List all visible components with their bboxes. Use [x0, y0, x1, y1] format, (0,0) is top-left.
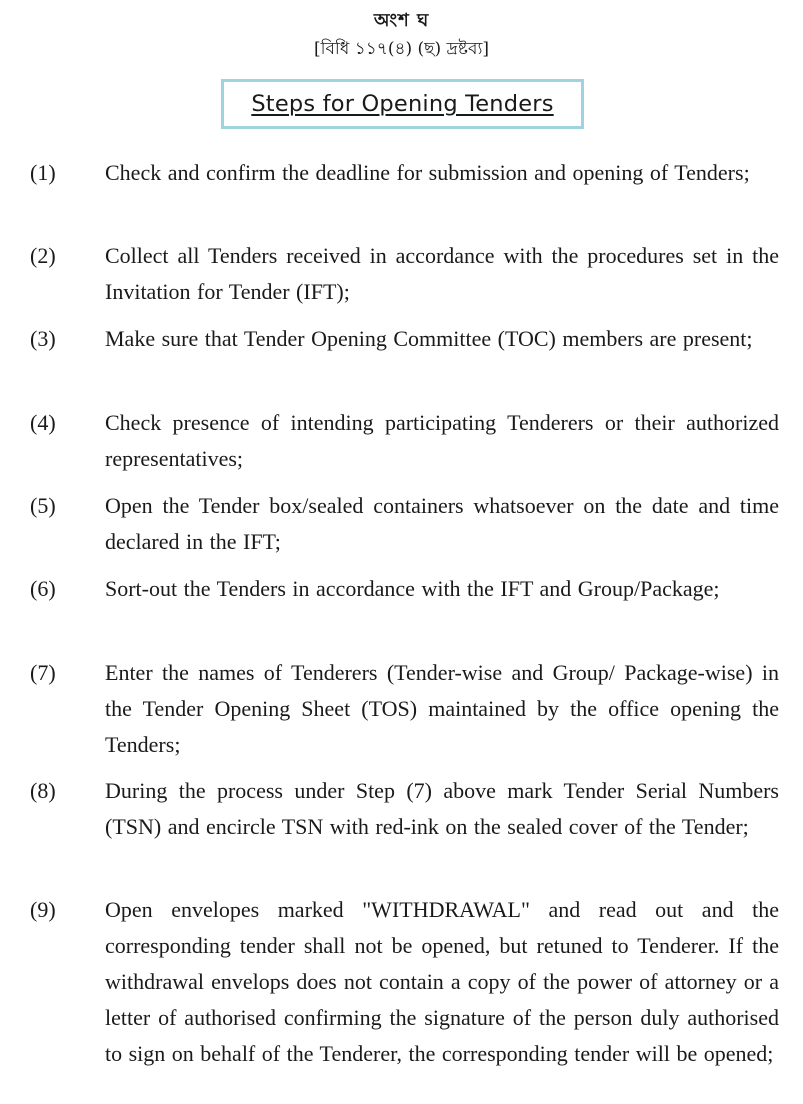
step-number: (5) — [30, 493, 56, 518]
step-number: (2) — [30, 243, 56, 268]
step-text: Check and confirm the deadline for submission and opening of Tenders; — [105, 160, 750, 185]
step-text: During the process under Step (7) above mark Tender Serial Numbers (TSN) and encircle TSN with red-ink on the sealed cover of the Tender; — [105, 778, 779, 839]
step-number: (3) — [30, 326, 56, 351]
title-box — [221, 79, 584, 129]
step-text: Make sure that Tender Opening Committee (TOC) members are present; — [105, 326, 753, 351]
step-number: (6) — [30, 576, 56, 601]
rule-reference: [বিধি ১১৭(৪) (ছ) দ্রষ্টব্য] — [313, 39, 490, 59]
step-number: (8) — [30, 778, 56, 803]
step-number: (9) — [30, 897, 56, 922]
step-text: Open envelopes marked "WITHDRAWAL" and read out and the corresponding tender shall not be opened, but retuned to Tenderer. If the withdrawal envelops does not contain a copy of the power of attorney or a letter of authorised confirming the signature of the person duly authorised to sign on behalf of the Tenderer, the corresponding tender will be opened; — [105, 897, 779, 1066]
part-title: অংশ ঘ — [373, 10, 430, 31]
step-text: Open the Tender box/sealed containers whatsoever on the date and time declared in the IFT; — [105, 493, 779, 554]
document-title: Steps for Opening Tenders — [251, 91, 554, 117]
step-text: Sort-out the Tenders in accordance with the IFT and Group/Package; — [105, 576, 720, 601]
step-number: (4) — [30, 410, 56, 435]
step-number: (7) — [30, 660, 56, 685]
step-text: Enter the names of Tenderers (Tender-wise and Group/ Package-wise) in the Tender Opening Sheet (TOS) maintained by the office opening the Tenders; — [105, 660, 779, 757]
step-text: Collect all Tenders received in accordance with the procedures set in the Invitation for Tender (IFT); — [105, 243, 779, 304]
step-text: Check presence of intending participating Tenderers or their authorized representatives; — [105, 410, 779, 471]
step-number: (1) — [30, 160, 56, 185]
